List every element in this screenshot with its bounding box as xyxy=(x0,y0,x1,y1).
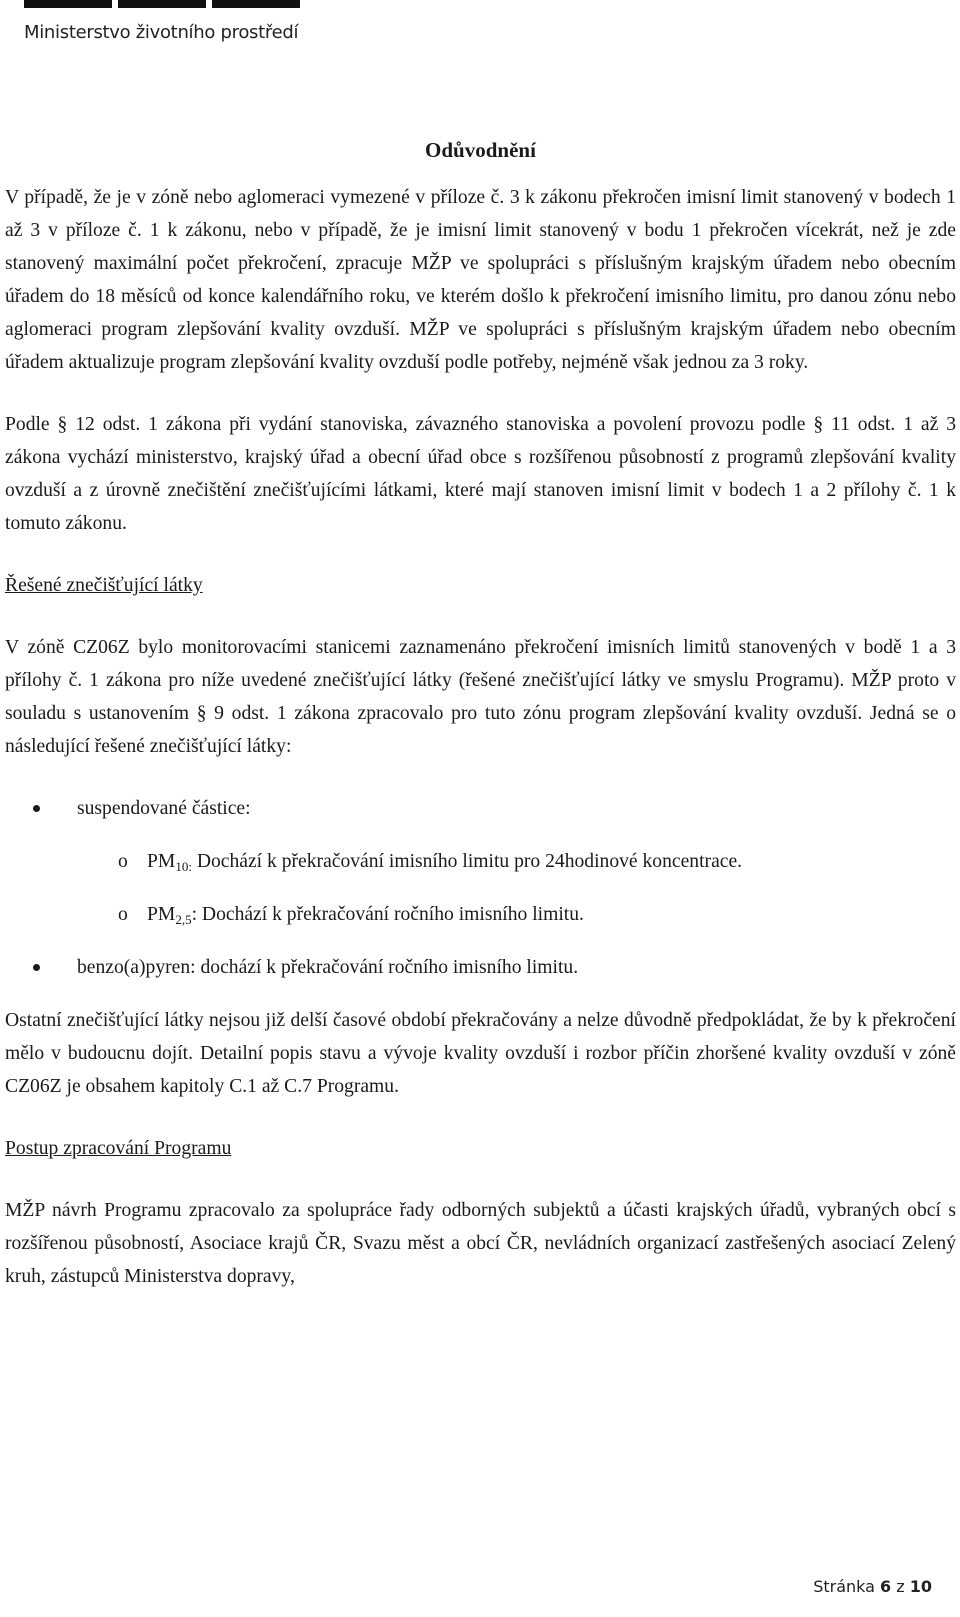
section-heading-procedure: Postup zpracování Programu xyxy=(5,1138,232,1159)
sublist-item-pm25 xyxy=(5,898,956,931)
sublist-marker: o xyxy=(118,904,128,925)
substance-list xyxy=(5,951,956,984)
list-item xyxy=(5,951,956,984)
list-item xyxy=(5,792,956,825)
sublist-marker: o xyxy=(118,851,128,872)
pm-label: PM xyxy=(147,904,176,925)
sublist-text: : Dochází k překračování ročního imisního limitu. xyxy=(191,904,584,925)
sublist-item-pm10 xyxy=(5,845,956,878)
logo-bars xyxy=(24,0,314,8)
logo-bar xyxy=(24,0,112,8)
page-header xyxy=(24,0,314,43)
pm-subscript: 10: xyxy=(175,859,192,874)
page-footer xyxy=(813,1577,932,1596)
paragraph-1: V případě, že je v zóně nebo aglomeraci vymezené v příloze č. 3 k zákonu překročen imisní limit stanovený v bodech 1 až 3 v příloze č. 1 k zákonu, nebo v případě, že je imisní limit stanovený v bodu 1 překročen vícekrát, než je zde stanovený maximální počet překročení, zpracuje MŽP ve spolupráci s příslušným krajským úřadem nebo obecním úřadem do 18 měsíců od konce kalendářního roku, ve kterém došlo k překročení imisního limitu, pro danou zónu nebo aglomeraci program zlepšování kvality ovzduší. MŽP ve spolupráci s příslušným krajským úřadem nebo obecním úřadem aktualizuje program zlepšování kvality ovzduší podle potřeby, nejméně však jednou za 3 roky. xyxy=(5,187,956,373)
document-title: Odůvodnění xyxy=(425,138,536,162)
logo-bar xyxy=(118,0,206,8)
substance-list xyxy=(5,792,956,825)
sublist-text: Dochází k překračování imisního limitu pro 24hodinové koncentrace. xyxy=(191,851,743,872)
total-pages-number: 10 xyxy=(909,1577,932,1596)
paragraph-4: Ostatní znečišťující látky nejsou již delší časové období překračovány a nelze důvodně předpokládat, že by k překročení mělo v budoucnu dojít. Detailní popis stavu a vývoje kvality ovzduší i rozbor příčin zhoršené kvality ovzduší v zóně CZ06Z je obsahem kapitoly C.1 až C.7 Programu. xyxy=(5,1010,956,1097)
page-label: Stránka xyxy=(813,1577,881,1596)
page-separator: z xyxy=(891,1577,910,1596)
pm-label: PM xyxy=(147,851,176,872)
paragraph-5: MŽP návrh Programu zpracovalo za spolupráce řady odborných subjektů a účasti krajských úřadů, vybraných obcí s rozšířenou působností, Asociace krajů ČR, Svazu měst a obcí ČR, nevládních organizací zastřešených asociací Zelený kruh, zástupců Ministerstva dopravy, xyxy=(5,1200,956,1287)
organization-name: Ministerstvo životního prostředí xyxy=(24,22,299,43)
paragraph-3: V zóně CZ06Z bylo monitorovacími stanicemi zaznamenáno překročení imisních limitů stanovených v bodě 1 a 3 přílohy č. 1 zákona pro níže uvedené znečišťující látky (řešené znečišťující látky ve smyslu Programu). MŽP proto v souladu s ustanovením § 9 odst. 1 zákona zpracovalo pro tuto zónu program zlepšování kvality ovzduší. Jedná se o následující řešené znečišťující látky: xyxy=(5,637,956,757)
particle-sublist xyxy=(5,845,956,878)
list-item-label: suspendované částice: xyxy=(77,798,251,819)
document-body xyxy=(5,134,956,1293)
section-heading-substances: Řešené znečišťující látky xyxy=(5,575,203,596)
logo-bar xyxy=(212,0,300,8)
current-page-number: 6 xyxy=(880,1577,892,1596)
particle-sublist xyxy=(5,898,956,931)
list-item-label: benzo(a)pyren: dochází k překračování ročního imisního limitu. xyxy=(77,957,579,978)
pm-subscript: 2,5 xyxy=(175,912,192,927)
paragraph-2: Podle § 12 odst. 1 zákona při vydání stanoviska, závazného stanoviska a povolení provozu podle § 11 odst. 1 až 3 zákona vychází ministerstvo, krajský úřad a obecní úřad obce s rozšířenou působností z programů zlepšování kvality ovzduší a z úrovně znečištění znečišťujícími látkami, které mají stanoven imisní limit v bodech 1 a 2 přílohy č. 1 k tomuto zákonu. xyxy=(5,414,956,534)
